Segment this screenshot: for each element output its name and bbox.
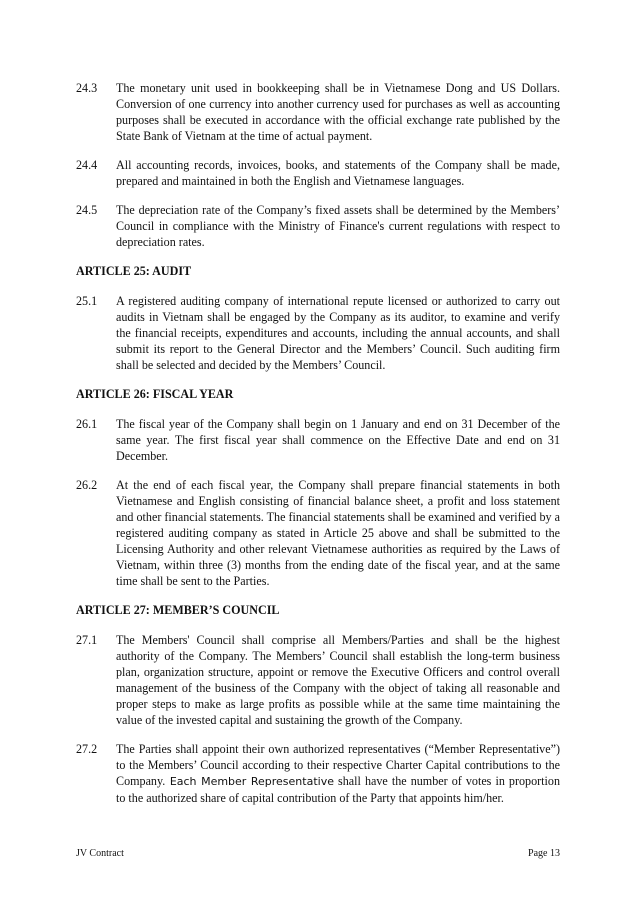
clause-text: The fiscal year of the Company shall begin on 1 January and end on 31 December of the same year. The first fiscal year shall commence on the Effective Date and end on 31 December.: [116, 417, 560, 463]
clause-27-2: [76, 741, 560, 806]
clause-24-4: [76, 157, 560, 189]
clause-text-part: shall have the number of votes in proportion to the authorized share of capital contribution of the Party that appoints him/her.: [116, 774, 560, 805]
clause-24-5: [76, 202, 560, 250]
clause-text: The monetary unit used in bookkeeping shall be in Vietnamese Dong and US Dollars. Conversion of one currency into another currency used for purchases as well as accounting purposes shall be executed in accordance with the official exchange rate published by the State Bank of Vietnam at the time of actual payment.: [116, 81, 560, 143]
clause-text: The depreciation rate of the Company’s fixed assets shall be determined by the Members’ Council in compliance with the Ministry of Finance's current regulations with respect to depreciation rates.: [116, 203, 560, 249]
clause-number: 26.2: [76, 478, 98, 492]
clause-26-1: [76, 416, 560, 464]
footer-document-title: JV Contract: [76, 848, 124, 859]
clause-text: The Members' Council shall comprise all Members/Parties and shall be the highest authority of the Company. The Members’ Council shall establish the long-term business plan, organization structure, appoint or remove the Executive Officers and control overall management of the business of the Company with the object of taking all reasonable and proper steps to make as large profits as possible while at the same time maintaining the value of the invested capital and sustaining the growth of the Company.: [116, 633, 560, 727]
footer-page-number: Page 13: [528, 848, 560, 859]
clause-text-part-sans: Each Member Representative: [165, 775, 334, 788]
clause-text: At the end of each fiscal year, the Company shall prepare financial statements in both Vietnamese and English consisting of financial balance sheet, a profit and loss statement and other financial statements. The financial statements shall be examined and verified by a registered auditing company as stated in Article 25 above and shall be submitted to the Licensing Authority and other relevant Vietnamese authorities as required by the Laws of Vietnam, within three (3) months from the ending date of the fiscal year, and at the same time shall be sent to the Parties.: [116, 478, 560, 588]
clause-number: 25.1: [76, 294, 98, 308]
clause-24-3: [76, 80, 560, 144]
clause-27-1: [76, 632, 560, 728]
clause-number: 27.1: [76, 633, 98, 647]
page-footer: [76, 848, 560, 860]
clause-text-part: The Parties shall appoint their own authorized representatives (“Member Representative”) to the Members’ Council according to their respective Charter Capital contributions to the Company.: [116, 742, 560, 788]
clause-number: 24.5: [76, 203, 98, 217]
clause-text: All accounting records, invoices, books, and statements of the Company shall be made, prepared and maintained in both the English and Vietnamese languages.: [116, 158, 560, 188]
clause-text: [116, 741, 560, 806]
clause-25-1: [76, 293, 560, 373]
clause-26-2: [76, 477, 560, 589]
clause-number: 26.1: [76, 417, 98, 431]
page-content: [76, 80, 560, 819]
article-25-heading: ARTICLE 25: AUDIT: [76, 264, 192, 278]
clause-number: 27.2: [76, 742, 98, 756]
article-27-heading: ARTICLE 27: MEMBER’S COUNCIL: [76, 603, 280, 617]
article-26-heading: ARTICLE 26: FISCAL YEAR: [76, 387, 234, 401]
clause-number: 24.4: [76, 158, 98, 172]
clause-text: A registered auditing company of international repute licensed or authorized to carry out audits in Vietnam shall be engaged by the Company as its auditor, to examine and verify the financial receipts, expenditures and accounts, including the annual accounts, and shall submit its report to the General Director and the Members’ Council. Such auditing firm shall be selected and decided by the Members’ Council.: [116, 294, 560, 372]
clause-number: 24.3: [76, 81, 98, 95]
